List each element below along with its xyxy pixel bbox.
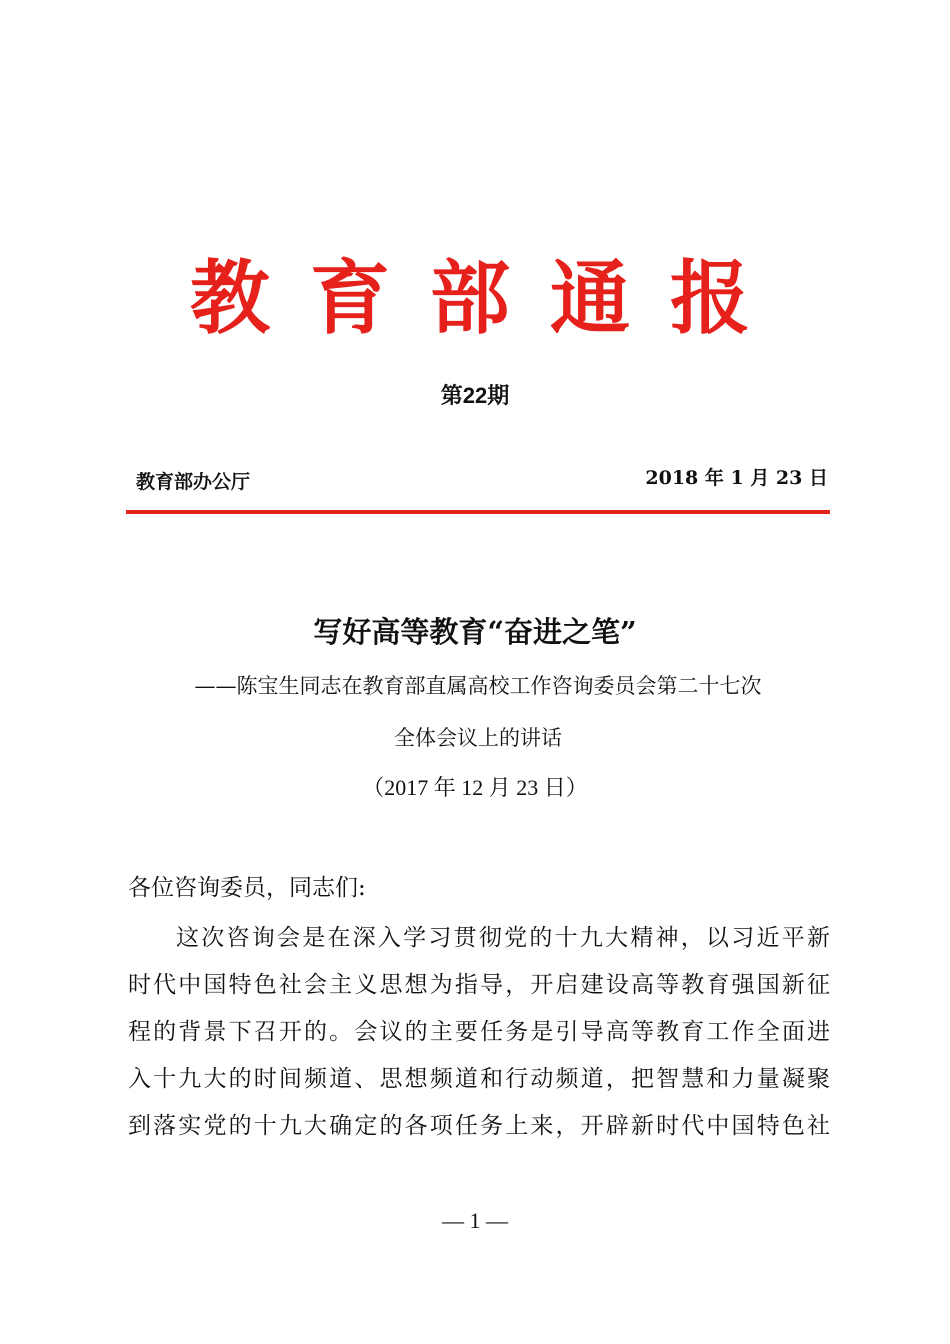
article-subtitle-line: ——陈宝生同志在教育部直属高校工作咨询委员会第二十七次 (194, 674, 762, 698)
issuing-office: 教育部办公厅 (136, 471, 251, 493)
body-text-line: 时代中国特色社会主义思想为指导，开启建设高等教育强国新征 (128, 972, 830, 998)
issue-date: 2018 年 1 月 23 日 (645, 467, 828, 489)
body-text-line: 这次咨询会是在深入学习贯彻党的十九大精神，以习近平新 (176, 925, 830, 951)
masthead-char: 报 (670, 251, 750, 345)
body-text-line: 到落实党的十九大确定的各项任务上来，开辟新时代中国特色社 (128, 1113, 830, 1139)
article-subtitle-line: 全体会议上的讲话 (394, 726, 562, 750)
body-text-line: 入十九大的时间频道、思想频道和行动频道，把智慧和力量凝聚 (128, 1066, 830, 1092)
masthead-char: 通 (550, 251, 630, 345)
salutation: 各位咨询委员，同志们: (128, 875, 366, 901)
red-divider-line (126, 510, 830, 514)
masthead-char: 部 (430, 251, 510, 345)
masthead-title (190, 248, 750, 348)
body-text-line: 程的背景下召开的。会议的主要任务是引导高等教育工作全面进 (128, 1019, 830, 1045)
page-number: — 1 — (442, 1208, 508, 1233)
article-title: 写好高等教育“奋进之笔” (313, 615, 637, 649)
issue-number: 第22期 (440, 383, 510, 408)
masthead-char: 教 (190, 251, 270, 345)
speech-date: （2017 年 12 月 23 日） (362, 775, 588, 800)
masthead-char: 育 (310, 251, 390, 345)
